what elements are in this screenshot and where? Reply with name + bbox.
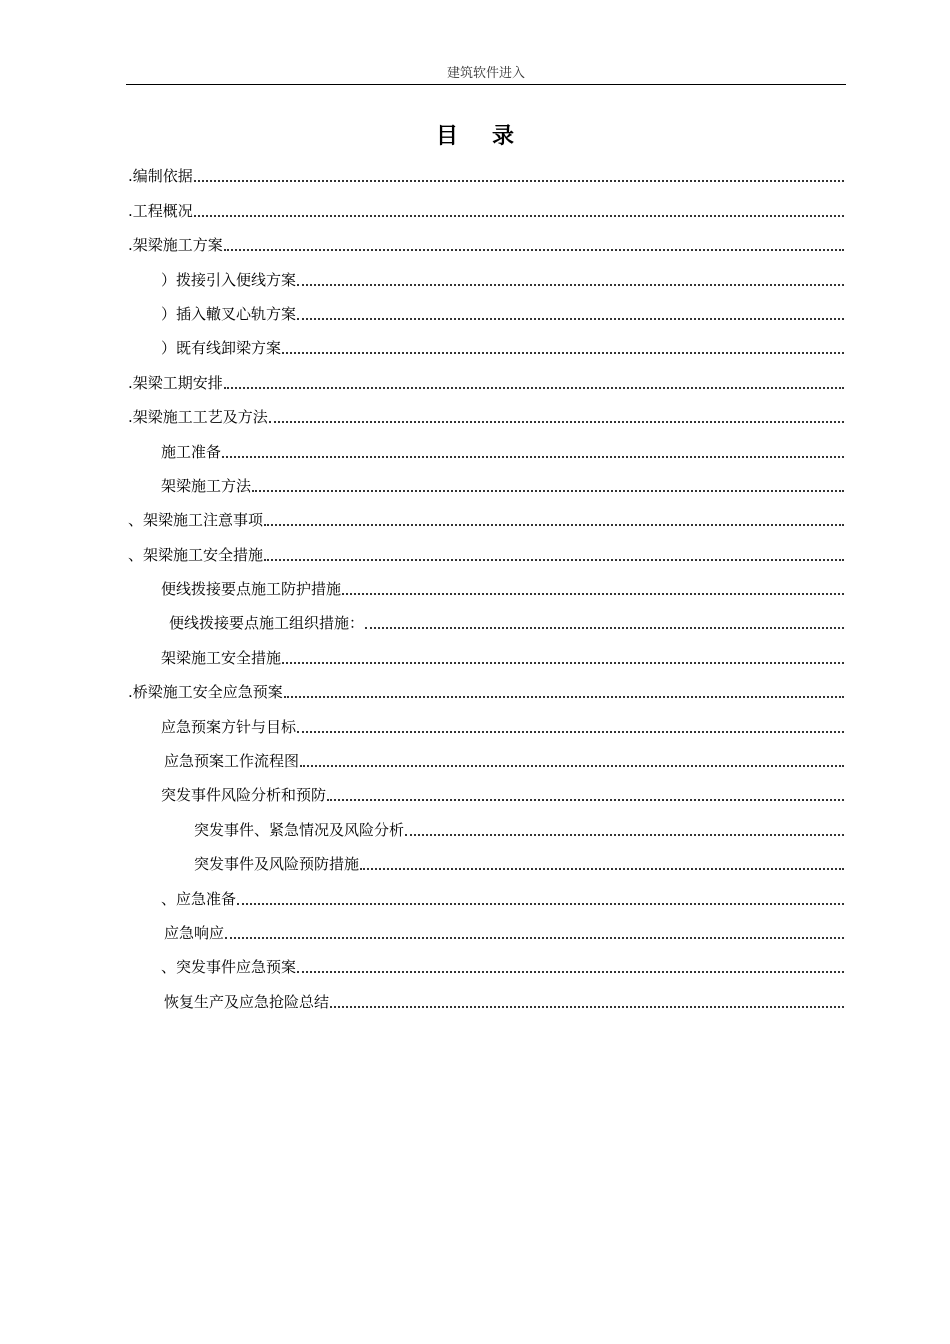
toc-entry-label: .架梁工期安排 <box>128 373 223 392</box>
toc-entry[interactable] <box>128 775 844 809</box>
toc-entry[interactable] <box>128 466 844 500</box>
toc-dot-leader <box>365 627 844 629</box>
table-of-contents <box>128 156 844 1016</box>
toc-dot-leader <box>300 765 844 767</box>
toc-dot-leader <box>342 593 844 595</box>
toc-entry[interactable] <box>128 672 844 706</box>
toc-entry-label: 突发事件及风险预防措施 <box>194 855 360 874</box>
toc-entry[interactable] <box>128 706 844 740</box>
toc-entry-label: 施工准备 <box>161 442 222 461</box>
toc-entry-label: .工程概况 <box>128 201 193 220</box>
toc-entry[interactable] <box>128 431 844 465</box>
toc-entry-label: ）插入轍叉心轨方案 <box>161 304 297 323</box>
toc-entry-label: .架梁施工工艺及方法 <box>128 408 268 427</box>
toc-entry-label: 、应急准备 <box>161 889 237 908</box>
toc-entry[interactable] <box>128 259 844 293</box>
toc-entry[interactable] <box>128 637 844 671</box>
toc-entry-label: 应急预案工作流程图 <box>164 752 300 771</box>
toc-dot-leader <box>297 971 844 973</box>
toc-entry-label: 突发事件、紧急情况及风险分析 <box>194 820 405 839</box>
toc-entry-label: 便线拨接要点施工组织措施： <box>169 614 365 633</box>
toc-entry[interactable] <box>128 500 844 534</box>
toc-entry[interactable] <box>128 981 844 1015</box>
toc-entry-label: 、架梁施工安全措施 <box>128 545 264 564</box>
toc-dot-leader <box>222 456 844 458</box>
toc-entry[interactable] <box>128 947 844 981</box>
toc-dot-leader <box>224 249 844 251</box>
toc-dot-leader <box>194 215 844 217</box>
toc-title: 目录 <box>435 123 548 149</box>
toc-entry[interactable] <box>128 844 844 878</box>
toc-entry-label: 架梁施工安全措施 <box>161 648 282 667</box>
toc-entry[interactable] <box>128 878 844 912</box>
toc-dot-leader <box>225 937 844 939</box>
toc-entry-label: .桥梁施工安全应急预案 <box>128 683 283 702</box>
toc-entry[interactable] <box>128 603 844 637</box>
toc-dot-leader <box>224 387 844 389</box>
toc-entry[interactable] <box>128 156 844 190</box>
toc-dot-leader <box>405 834 844 836</box>
toc-entry[interactable] <box>128 809 844 843</box>
header-text: 建筑软件进入 <box>446 66 525 81</box>
toc-dot-leader <box>237 903 844 905</box>
toc-entry-label: ）既有线卸梁方案 <box>161 339 282 358</box>
toc-entry-label: ）拨接引入便线方案 <box>161 270 297 289</box>
toc-dot-leader <box>297 284 844 286</box>
toc-dot-leader <box>194 180 844 182</box>
toc-dot-leader <box>252 490 844 492</box>
toc-entry-label: .编制依据 <box>128 167 193 186</box>
toc-entry-label: 便线拨接要点施工防护措施 <box>161 580 342 599</box>
toc-entry[interactable] <box>128 190 844 224</box>
toc-entry[interactable] <box>128 362 844 396</box>
toc-entry-label: 恢复生产及应急抢险总结 <box>164 992 330 1011</box>
toc-dot-leader <box>330 1006 844 1008</box>
toc-entry[interactable] <box>128 741 844 775</box>
toc-dot-leader <box>264 524 844 526</box>
toc-dot-leader <box>282 352 844 354</box>
toc-entry[interactable] <box>128 913 844 947</box>
page-header <box>126 64 846 85</box>
toc-entry-label: .架梁施工方案 <box>128 236 223 255</box>
toc-entry[interactable] <box>128 569 844 603</box>
toc-dot-leader <box>360 868 844 870</box>
toc-entry-label: 、突发事件应急预案 <box>161 958 297 977</box>
toc-entry-label: 应急响应 <box>164 923 225 942</box>
toc-entry-label: 、架梁施工注意事项 <box>128 511 264 530</box>
toc-entry-label: 应急预案方针与目标 <box>161 717 297 736</box>
toc-entry[interactable] <box>128 294 844 328</box>
toc-entry[interactable] <box>128 534 844 568</box>
toc-entry[interactable] <box>128 328 844 362</box>
toc-dot-leader <box>264 559 844 561</box>
toc-dot-leader <box>327 799 844 801</box>
toc-dot-leader <box>269 421 844 423</box>
toc-dot-leader <box>282 662 844 664</box>
toc-entry-label: 架梁施工方法 <box>161 476 252 495</box>
toc-dot-leader <box>297 318 844 320</box>
toc-dot-leader <box>297 731 844 733</box>
toc-entry[interactable] <box>128 397 844 431</box>
toc-entry-label: 突发事件风险分析和预防 <box>161 786 327 805</box>
toc-entry[interactable] <box>128 225 844 259</box>
toc-dot-leader <box>284 696 844 698</box>
